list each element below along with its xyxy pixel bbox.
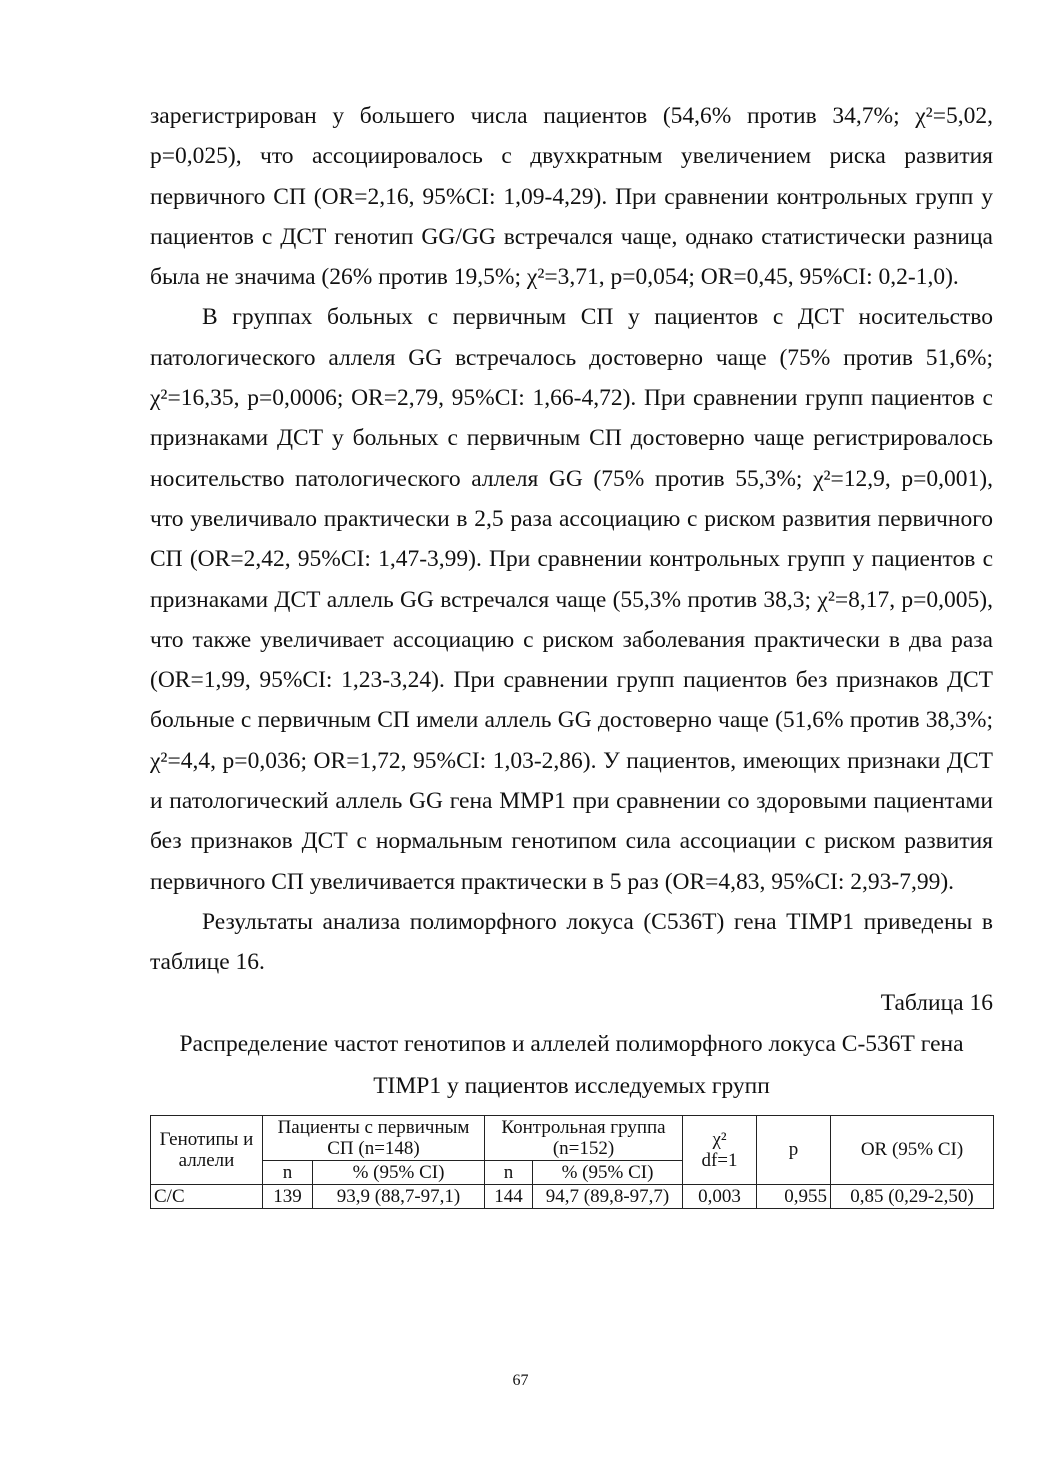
cell-p: 0,955: [757, 1184, 831, 1208]
paragraph-2: В группах больных с первичным СП у пациентов с ДСТ носительство патологического аллеля GG встречалось достоверно чаще (75% против 51,6%; χ²=16,35, p=0,0006; OR=2,79, 95%CI: 1,66-4,72). При сравнении групп пациентов с признаками ДСТ у больных с первичным СП достоверно чаще регистрировалось носительство патологического аллеля GG (75% против 55,3%; χ²=12,9, p=0,001), что увеличивало практически в 2,5 раза ассоциацию с риском развития первичного СП (OR=2,42, 95%CI: 1,47-3,99). При сравнении контрольных групп у пациентов с признаками ДСТ аллель GG встречался чаще (55,3% против 38,3; χ²=8,17, p=0,005), что также увеличивает ассоциацию с риском заболевания практически в два раза (OR=1,99, 95%CI: 1,23-3,24). При сравнении групп пациентов без признаков ДСТ больные с первичным СП имели аллель GG достоверно чаще (51,6% против 38,3%; χ²=4,4, p=0,036; OR=1,72, 95%CI: 1,03-2,86). У пациентов, имеющих признаки ДСТ и патологический аллель GG гена MMP1 при сравнении со здоровыми пациентами без признаков ДСТ с нормальным генотипом сила ассоциации с риском развития первичного СП увеличивается практически в 5 раз (OR=4,83, 95%CI: 2,93-7,99).: [150, 304, 993, 895]
table-label: Таблица 16: [880, 989, 993, 1016]
cell-n-control: 144: [485, 1184, 533, 1208]
header-group-patients: Пациенты с первичным СП (n=148): [263, 1115, 485, 1160]
header-pct-patients: % (95% CI): [313, 1160, 485, 1184]
cell-pct-patients: 93,9 (88,7-97,1): [313, 1184, 485, 1208]
df-label: df=1: [701, 1149, 738, 1171]
page-number: 67: [512, 1372, 529, 1389]
cell-chi: 0,003: [683, 1184, 757, 1208]
genotype-table: [150, 1115, 994, 1209]
paragraph-3: Результаты анализа полиморфного локуса (C536T) гена TIMP1 приведены в таблице 16.: [150, 908, 993, 976]
header-pct-control: % (95% CI): [533, 1160, 683, 1184]
header-chi-square: [683, 1115, 757, 1184]
cell-n-patients: 139: [263, 1184, 313, 1208]
header-n-control: n: [485, 1160, 533, 1184]
header-n-patients: n: [263, 1160, 313, 1184]
cell-or: 0,85 (0,29-2,50): [831, 1184, 994, 1208]
header-p: p: [757, 1115, 831, 1184]
cell-pct-control: 94,7 (89,8-97,7): [533, 1184, 683, 1208]
table-header-row-1: [151, 1115, 994, 1160]
header-group-control: Контрольная группа (n=152): [485, 1115, 683, 1160]
header-or: OR (95% CI): [831, 1115, 994, 1184]
document-page: [150, 96, 993, 1209]
table-caption-line-2: TIMP1 у пациентов исследуемых групп: [373, 1072, 770, 1099]
cell-genotype: С/С: [151, 1184, 263, 1208]
table-caption-line-1: Распределение частот генотипов и аллелей полиморфного локуса С-536Т гена: [179, 1030, 964, 1057]
header-genotypes: Генотипы и аллели: [151, 1115, 263, 1184]
table-row: [151, 1184, 994, 1208]
chi-symbol: χ²: [712, 1128, 727, 1150]
paragraph-1: зарегистрирован у большего числа пациентов (54,6% против 34,7%; χ²=5,02, p=0,025), что ассоциировалось с двухкратным увеличением риска развития первичного СП (OR=2,16, 95%CI: 1,09-4,29). При сравнении контрольных групп у пациентов с ДСТ генотип GG/GG встречался чаще, однако статистически разница была не значима (26% против 19,5%; χ²=3,71, p=0,054; OR=0,45, 95%CI: 0,2-1,0).: [150, 103, 993, 291]
